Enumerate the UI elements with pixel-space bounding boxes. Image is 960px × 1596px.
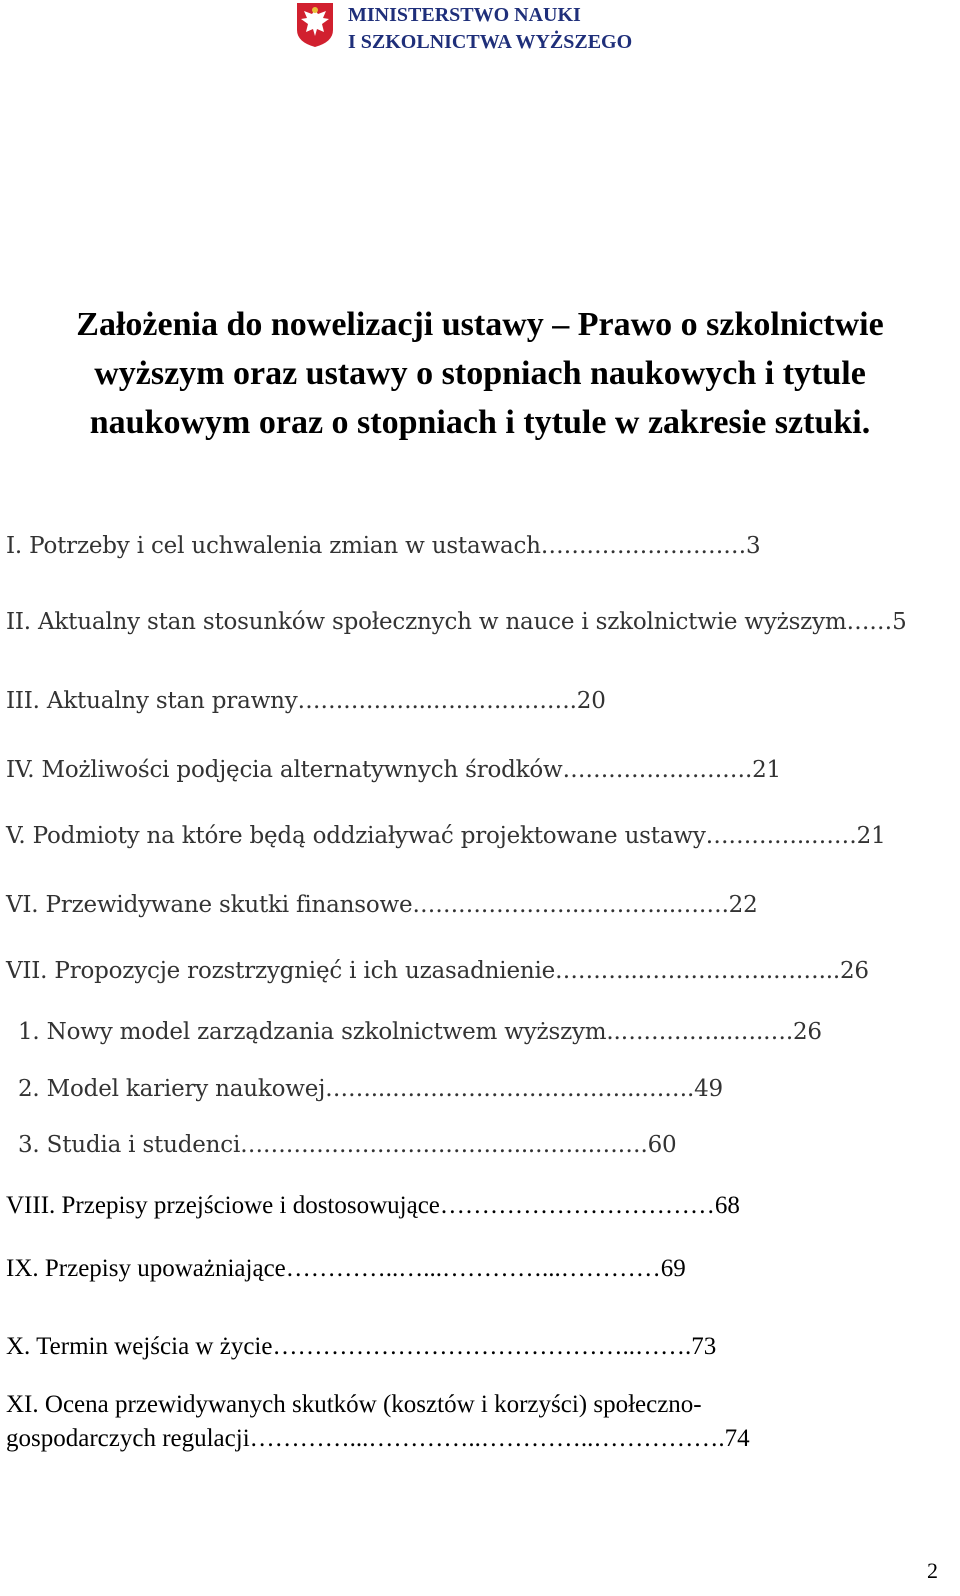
toc-entry bbox=[6, 1333, 716, 1361]
toc-page: .22 bbox=[721, 892, 758, 918]
toc-page: 3 bbox=[746, 533, 761, 559]
ministry-name bbox=[348, 2, 632, 56]
toc-page: .49 bbox=[687, 1076, 723, 1102]
toc-page: .74 bbox=[718, 1425, 750, 1452]
toc-number: 3. bbox=[18, 1132, 40, 1158]
toc-number: VIII. bbox=[6, 1192, 56, 1219]
toc-leader: …………..…… bbox=[705, 823, 857, 849]
toc-number: VI. bbox=[6, 892, 39, 918]
toc-leader: ………………………………...……..…… bbox=[240, 1132, 641, 1158]
toc-number: X. bbox=[6, 1333, 31, 1360]
toc-title: Aktualny stan prawny bbox=[46, 688, 298, 714]
document-title bbox=[0, 300, 960, 447]
toc-entry bbox=[6, 1255, 686, 1283]
toc-page: 5 bbox=[892, 609, 907, 635]
toc-leader: …………...…………..…………..…………… bbox=[249, 1425, 719, 1452]
toc-entry bbox=[6, 687, 606, 715]
toc-leader: …………………..………...…… bbox=[412, 892, 722, 918]
toc-title: Studia i studenci bbox=[46, 1132, 241, 1158]
toc-number: IV. bbox=[6, 757, 35, 783]
toc-title: Model kariery naukowej bbox=[46, 1076, 326, 1102]
toc-number: XI. bbox=[6, 1391, 39, 1418]
toc-leader: ……………………… bbox=[540, 533, 746, 559]
toc-page: .21 bbox=[744, 757, 781, 783]
toc-leader: ………...……………..…… bbox=[555, 958, 819, 984]
toc-number: 1. bbox=[18, 1019, 40, 1045]
title-line-3: naukowym oraz o stopniach i tytule w zakresie sztuki. bbox=[89, 404, 871, 441]
toc-title: Przewidywane skutki finansowe bbox=[45, 892, 413, 918]
toc-entry bbox=[6, 891, 758, 919]
toc-title: Możliwości podjęcia alternatywnych środków bbox=[41, 757, 563, 783]
toc-number: III. bbox=[6, 688, 40, 714]
toc-entry bbox=[6, 756, 781, 784]
toc-title: gospodarczych regulacji bbox=[6, 1425, 250, 1452]
toc-entry bbox=[6, 608, 907, 636]
toc-leader: ……...…………………………...…… bbox=[325, 1076, 688, 1102]
toc-entry-continuation bbox=[6, 1425, 750, 1453]
toc-title: Propozycje rozstrzygnięć i ich uzasadnienie bbox=[54, 958, 556, 984]
toc-title: Aktualny stan stosunków społecznych w nauce i szkolnictwie wyższym bbox=[38, 609, 847, 635]
toc-entry bbox=[6, 957, 869, 985]
toc-title: Przepisy przejściowe i dostosowujące bbox=[61, 1192, 440, 1219]
title-line-2: wyższym oraz ustawy o stopniach naukowych i tytule bbox=[94, 355, 866, 392]
toc-leader: …………………………… bbox=[439, 1192, 715, 1219]
toc-title: Podmioty na które będą oddziaływać projektowane ustawy bbox=[32, 823, 706, 849]
toc-leader: ……………...……………… bbox=[297, 688, 570, 714]
toc-entry bbox=[6, 1192, 740, 1220]
polish-eagle-emblem-icon bbox=[296, 2, 334, 48]
toc-leader: ……………………………………..…… bbox=[272, 1333, 685, 1360]
toc-number: V. bbox=[6, 823, 26, 849]
toc-leader: …… bbox=[846, 609, 893, 635]
toc-page: .73 bbox=[684, 1333, 717, 1360]
toc-page: .26 bbox=[785, 1019, 822, 1045]
toc-title: Przepisy upoważniające bbox=[44, 1255, 286, 1282]
toc-title: Ocena przewidywanych skutków (kosztów i korzyści) społeczno- bbox=[44, 1391, 702, 1418]
ministry-name-line2: I SZKOLNICTWA WYŻSZEGO bbox=[348, 31, 633, 53]
ministry-name-line1: MINISTERSTWO NAUKI bbox=[348, 4, 581, 26]
toc-page: 21 bbox=[856, 823, 886, 849]
toc-entry bbox=[6, 822, 886, 850]
toc-number: I. bbox=[6, 533, 22, 559]
toc-leader: ..…………...….… bbox=[606, 1019, 786, 1045]
toc-entry bbox=[6, 1391, 702, 1419]
toc-page: 69 bbox=[660, 1255, 686, 1282]
toc-leader: …………..…...…………...………… bbox=[285, 1255, 661, 1282]
toc-page: .20 bbox=[569, 688, 606, 714]
toc-page: .60 bbox=[640, 1132, 677, 1158]
toc-number: VII. bbox=[6, 958, 48, 984]
toc-page: ...26 bbox=[818, 958, 869, 984]
page-number: 2 bbox=[927, 1558, 938, 1583]
toc-title: Potrzeby i cel uchwalenia zmian w ustawach bbox=[29, 533, 541, 559]
toc-entry bbox=[6, 532, 760, 560]
toc-title: Termin wejścia w życie bbox=[36, 1333, 273, 1360]
toc-leader: …………………… bbox=[562, 757, 745, 783]
toc-title: Nowy model zarządzania szkolnictwem wyższym bbox=[46, 1019, 607, 1045]
toc-number: IX. bbox=[6, 1255, 39, 1282]
toc-subentry bbox=[18, 1075, 723, 1103]
toc-page: 68 bbox=[714, 1192, 740, 1219]
toc-subentry bbox=[18, 1018, 822, 1046]
title-line-1: Założenia do nowelizacji ustawy – Prawo o szkolnictwie bbox=[76, 306, 884, 343]
toc-number: 2. bbox=[18, 1076, 40, 1102]
toc-subentry bbox=[18, 1131, 676, 1159]
toc-number: II. bbox=[6, 609, 31, 635]
